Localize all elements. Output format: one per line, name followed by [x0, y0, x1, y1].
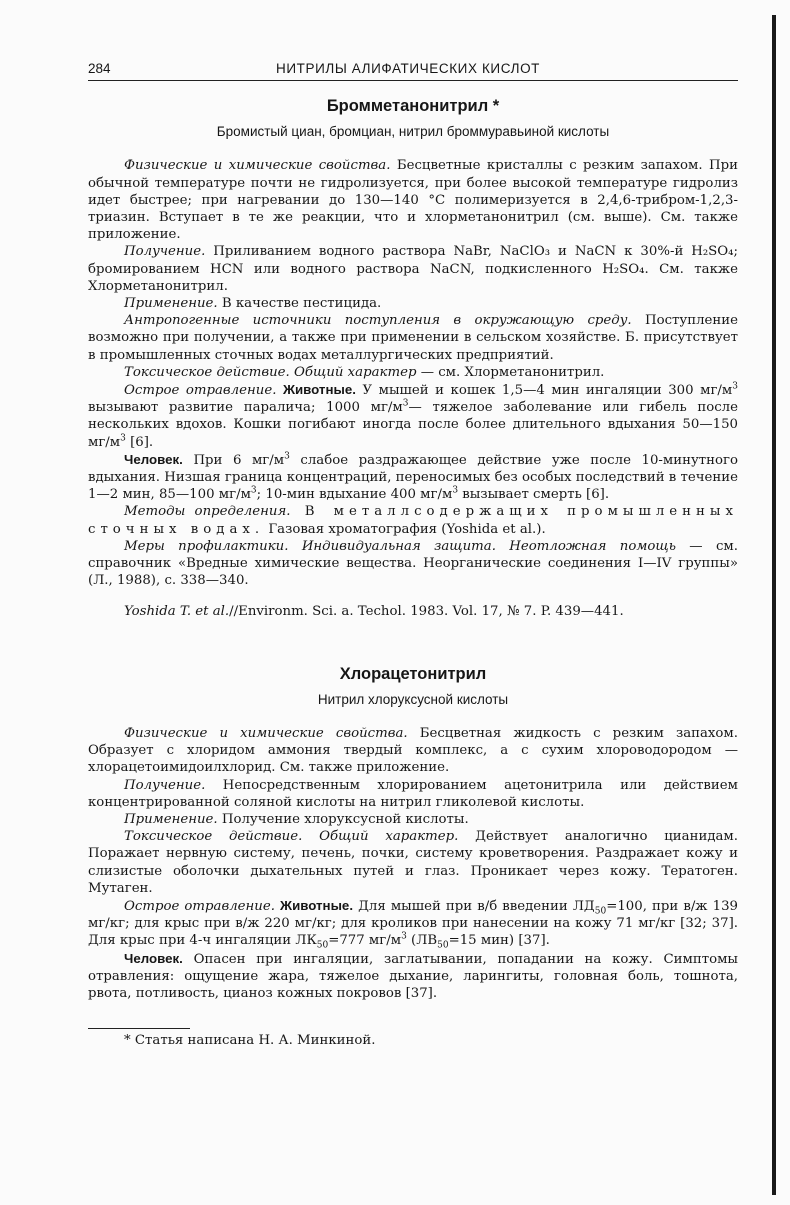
footnote-rule: [88, 1028, 190, 1029]
running-title: НИТРИЛЫ АЛИФАТИЧЕСКИХ КИСЛОТ: [275, 61, 541, 76]
paragraph-human: Человек. При 6 $мг/м^3$ слабое раздражающее действие уже после 10-минутного вдыхания. Низшая граница концентраций, переносимых без особых последствий в течение 1—2 мин, 85—100 $мг/м^3$; 10-мин вдыхание 400 $мг/м^3$ вызывает смерть [6].: [88, 451, 739, 503]
article-synonyms: Бромистый циан, бромциан, нитрил броммуравьиной кислоты: [216, 124, 610, 140]
paragraph-toxic: Токсическое действие. Общий характер. Действует аналогично цианидам. Поражает нервную систему, печень, почки, систему кроветворения. Раздражает кожу и слизистые оболочки дыхательных путей и глаз. Проникает через кожу. Тератоген. Мутаген.: [88, 829, 739, 896]
running-head: [88, 60, 738, 81]
page: [88, 60, 738, 1049]
article-body: [88, 157, 738, 589]
paragraph-production: Получение. Непосредственным хлорированием ацетонитрила или действием концентрированной соляной кислоты на нитрил гликолевой кислоты.: [88, 777, 738, 810]
paragraph-anthropogenic: Антропогенные источники поступления в окружающую среду. Поступление возможно при получении, а также при применении в сельском хозяйстве. Б. присутствует в промышленных сточных водах металлургических предприятий.: [88, 313, 738, 363]
paragraph-human: Человек. Опасен при ингаляции, заглатывании, попадании на кожу. Симптомы отравления: ощущение жара, тяжелое дыхание, ларингиты, головная боль, тошнота, рвота, потливость, цианоз кожных покровов [37].: [88, 950, 738, 1001]
paragraph-physchem: Физические и химические свойства. Бесцветная жидкость с резким запахом. Образует с хлоридом аммония твердый комплекс, а с сухим хлороводородом — хлорацетоимидоилхлорид. См. также приложение.: [88, 725, 738, 776]
footnote-area: [88, 1028, 738, 1049]
article-synonyms: Нитрил хлоруксусной кислоты: [317, 691, 509, 707]
paragraph-methods: Методы определения. В металлсодержащих промышленных сточных водах. Газовая хроматография (Yoshida et al.).: [88, 504, 738, 537]
article-brommetanonitril: [88, 95, 738, 620]
paragraph-production: Получение. Приливанием водного раствора NaBr, NaClO₃ и NaCN к 30%-й H₂SO₄; бромированием HCN или водного раствора NaCN, подкисленного H₂SO₄. См. также Хлорметанонитрил.: [88, 244, 738, 294]
article-body: [88, 725, 738, 1002]
paragraph-physchem: Физические и химические свойства. Бесцветные кристаллы с резким запахом. При обычной температуре почти не гидролизуется, при более высокой температуре гидролиз идет быстрее; при нагревании до 130—140 °C полимеризуется в 2,4,6-трибром-1,2,3-триазин. Вступает в те же реакции, что и хлорметанонитрил (см. выше). См. также приложение.: [88, 158, 738, 243]
page-edge-shadow: [772, 15, 776, 1195]
article-title: Бромметанонитрил *: [326, 97, 500, 116]
paragraph-acute-animals: Острое отравление. Животные. У мышей и кошек 1,5—4 мин ингаляции 300 $мг/м^3$ вызывают развитие паралича; 1000 $мг/м^3—$ тяжелое заболевание или гибель после нескольких вдохов. Кошки погибают иногда после более длительного вдыхания 50—150 $мг/м^3$ [6].: [88, 381, 738, 450]
paragraph-prevention: Меры профилактики. Индивидуальная защита. Неотложная помощь — см. справочник «Вредные химические вещества. Неорганические соединения I—IV группы» (Л., 1988), с. 338—340.: [88, 538, 738, 589]
article-title: Хлорацетонитрил: [339, 664, 487, 683]
paragraph-use: Применение. Получение хлоруксусной кислоты.: [124, 811, 469, 827]
footnote: * Статья написана Н. А. Минкиной.: [124, 1033, 376, 1049]
reference: Yoshida T. et al.//Environm. Sci. a. Techol. 1983. Vol. 17, № 7. P. 439—441.: [124, 604, 624, 620]
paragraph-use: Применение. В качестве пестицида.: [124, 296, 382, 312]
article-chloracetonitril: [88, 663, 738, 1002]
paragraph-toxic: Токсическое действие. Общий характер — см. Хлорметанонитрил.: [124, 364, 605, 380]
paragraph-acute-animals: Острое отравление. Животные. Для мышей при в/б введении $ЛД_{50}=100$, при в/ж 139 мг/кг; для крыс при в/ж 220 мг/кг; для кроликов при нанесении на кожу 71 мг/кг [32; 37]. Для крыс при 4-ч ингаляции $ЛК_{50}=777$ $мг/м^3$ ($ЛВ_{50}=15$ мин) [37].: [88, 897, 738, 951]
page-number: 284: [88, 61, 111, 76]
